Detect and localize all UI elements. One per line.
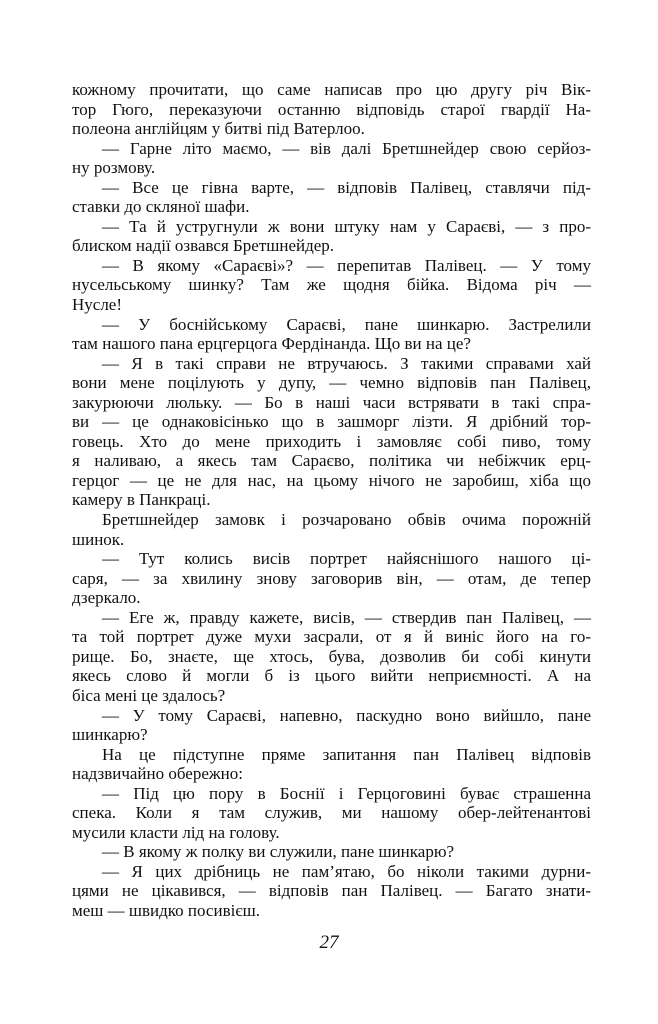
text-line: там нашого пана ерцгерцога Фердінанда. Що ви на це? (72, 334, 471, 354)
body-text (72, 80, 591, 921)
text-line: шинок. (72, 529, 125, 549)
text-line: — Гарне літо маємо, — вів далі Бретшнейдер свою серйоз- (102, 138, 591, 158)
text-line: — Все це гівна варте, — відповів Палівец, ставлячи під- (102, 177, 591, 197)
text-line: — У боснійському Сараєві, пане шинкарю. Застрелили (102, 314, 591, 334)
text-line: — Під цю пору в Боснії і Герцоговині буває страшенна (102, 783, 591, 803)
text-line: якесь слово й могли б із цього вийти неприємності. А на (72, 666, 591, 686)
text-line: — В якому ж полку ви служили, пане шинкарю? (102, 842, 455, 862)
text-line: говець. Хто до мене приходить і замовляє собі пиво, тому (72, 431, 591, 451)
text-line: Нусле! (72, 295, 123, 315)
text-line: блиском надії озвався Бретшнейдер. (72, 236, 335, 256)
text-line: камеру в Панкраці. (72, 490, 211, 510)
text-line: кожному прочитати, що саме написав про цю другу річ Вік- (72, 80, 591, 99)
text-line: біса мені це здалось? (72, 685, 226, 705)
text-line: Бретшнейдер замовк і розчаровано обвів очима порожній (102, 510, 591, 530)
text-line: вони мене поцілують у дупу, — чемно відповів пан Палівец, (72, 373, 591, 393)
text-line: — У тому Сараєві, напевно, паскудно воно вийшло, пане (102, 705, 591, 725)
text-line: — Тут колись висів портрет найяснішого нашого ці- (102, 549, 591, 569)
text-line: саря, — за хвилину знову заговорив він, — отам, де тепер (72, 568, 591, 588)
text-line: — Я цих дрібниць не пам’ятаю, бо ніколи такими дурни- (102, 861, 591, 881)
text-line: спека. Коли я там служив, ми нашому обер-лейтенантові (72, 803, 591, 823)
text-line: — В якому «Сараєві»? — перепитав Палівец. — У тому (102, 255, 591, 275)
text-line: та той портрет дуже мухи засрали, от я й виніс його на го- (72, 627, 591, 647)
text-line: — Еге ж, правду кажете, висів, — ствердив пан Палівец, — (102, 607, 591, 627)
text-line: закурюючи люльку. — Бо в наші часи встрявати в такі спра- (72, 392, 591, 412)
page-number: 27 (319, 932, 339, 953)
text-line: — Я в такі справи не втручаюсь. З такими справами хай (102, 353, 591, 373)
text-line: цями не цікавився, — відповів пан Палівец. — Багато знати- (72, 881, 591, 901)
text-line: тор Гюго, переказуючи останню відповідь старої гвардії На- (72, 99, 591, 119)
text-line: полеона англійцям у битві під Ватерлоо. (72, 119, 365, 139)
text-line: надзвичайно обережно: (72, 764, 243, 784)
text-line: нусельському шинку? Там же щодня бійка. Відома річ — (72, 275, 591, 295)
text-line: ви — це однаковісінько що в зашморг лізти. Я дрібний тор- (72, 412, 591, 432)
text-line: я наливаю, а якесь там Сараєво, політика чи небіжчик ерц- (72, 451, 591, 471)
text-line: шинкарю? (72, 725, 148, 745)
text-line: меш — швидко посивієш. (72, 900, 260, 920)
text-line: мусили класти лід на голову. (72, 822, 280, 842)
text-line: — Та й устругнули ж вони штуку нам у Сараєві, — з про- (102, 216, 591, 236)
text-line: рище. Бо, знаєте, ще хтось, бува, дозволив би собі кинути (72, 646, 591, 666)
text-line: На це підступне пряме запитання пан Палівец відповів (102, 744, 591, 764)
text-line: ставки до скляної шафи. (72, 197, 250, 217)
text-line: герцог — це не для нас, на цьому нічого не заробиш, хіба що (72, 470, 591, 490)
text-line: дзеркало. (72, 588, 141, 608)
text-line: ну розмову. (72, 158, 156, 178)
